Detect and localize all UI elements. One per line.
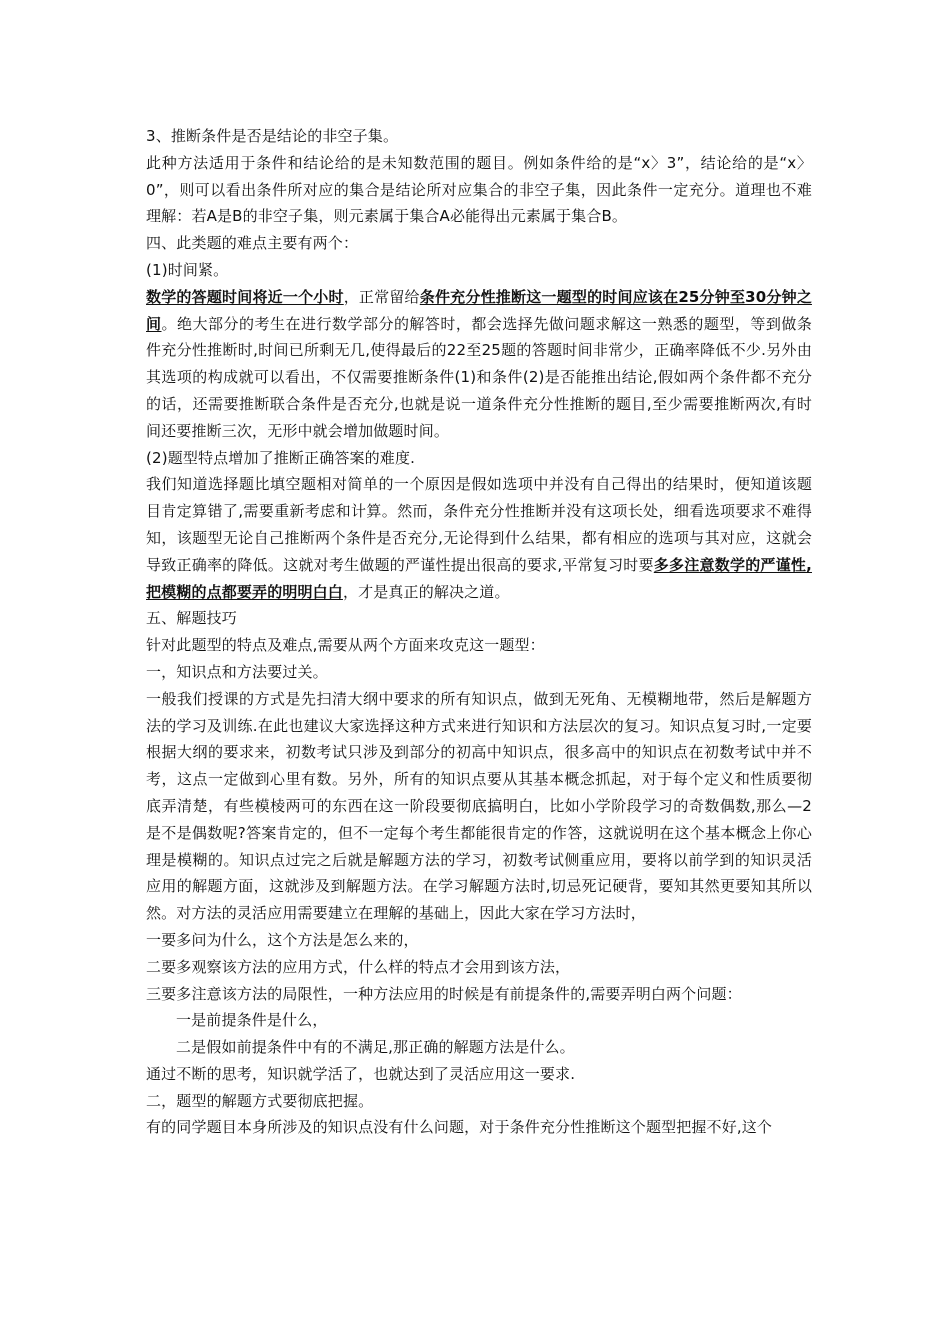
text-run: (2)题型特点增加了推断正确答案的难度. bbox=[146, 448, 416, 467]
paragraph bbox=[146, 1088, 812, 1115]
paragraph bbox=[146, 123, 812, 150]
paragraph bbox=[146, 284, 812, 445]
text-run: 二要多观察该方法的应用方式，什么样的特点才会用到该方法， bbox=[146, 957, 571, 976]
text-run: 一般我们授课的方式是先扫清大纲中要求的所有知识点，做到无死角、无模糊地带，然后是解题方法的学习及训练.在此也建议大家选择这种方式来进行知识和方法层次的复习。知识点复习时,一定要根据大纲的要求来，初数考试只涉及到部分的初高中知识点，很多高中的知识点在初数考试中并不考，这点一定做到心里有数。另外，所有的知识点要从其基本概念抓起，对于每个定义和性质要彻底弄清楚，有些模棱两可的东西在这一阶段要彻底搞明白，比如小学阶段学习的奇数偶数,那么—2是不是偶数呢?答案肯定的，但不一定每个考生都能很肯定的作答，这就说明在这个基本概念上你心理是模糊的。知识点过完之后就是解题方法的学习，初数考试侧重应用，要将以前学到的知识灵活应用的解题方面，这就涉及到解题方法。在学习解题方法时,切忌死记硬背，要知其然更要知其所以然。对方法的灵活应用需要建立在理解的基础上，因此大家在学习方法时， bbox=[146, 689, 812, 923]
emphasized-text: 多多注意数学的严谨性,把模糊的点都要弄的明明白白 bbox=[146, 555, 812, 601]
document-body bbox=[146, 123, 812, 1141]
paragraph bbox=[146, 257, 812, 284]
text-run: 三要多注意该方法的局限性，一种方法应用的时候是有前提条件的,需要弄明白两个问题： bbox=[146, 984, 742, 1003]
text-run: 四、此类题的难点主要有两个： bbox=[146, 234, 359, 253]
text-run: 五、解题技巧 bbox=[146, 609, 237, 628]
text-run: 我们知道选择题比填空题相对简单的一个原因是假如选项中并没有自己得出的结果时，便知道该题目肯定算错了,需要重新考虑和计算。然而，条件充分性推断并没有这项长处，细看选项要求不难得知，该题型无论自己推断两个条件是否充分,无论得到什么结果，都有相应的选项与其对应，这就会导致正确率的降低。这就对考生做题的严谨性提出很高的要求,平常复习时要 bbox=[146, 475, 812, 574]
text-run: 一是前提条件是什么， bbox=[176, 1011, 328, 1030]
emphasized-text: 数学的答题时间将近一个小时 bbox=[146, 287, 344, 306]
text-run: 通过不断的思考，知识就学活了，也就达到了灵活应用这一要求. bbox=[146, 1064, 576, 1083]
paragraph bbox=[146, 686, 812, 927]
text-run: (1)时间紧。 bbox=[146, 260, 229, 279]
text-run: 一，知识点和方法要过关。 bbox=[146, 662, 328, 681]
text-run: 二是假如前提条件中有的不满足,那正确的解题方法是什么。 bbox=[176, 1038, 575, 1057]
paragraph bbox=[146, 1114, 812, 1141]
text-run: 有的同学题目本身所涉及的知识点没有什么问题，对于条件充分性推断这个题型把握不好,这个 bbox=[146, 1118, 773, 1137]
paragraph bbox=[146, 632, 812, 659]
paragraph bbox=[146, 1061, 812, 1088]
paragraph bbox=[146, 954, 812, 981]
paragraph bbox=[146, 445, 812, 472]
text-run: 。绝大部分的考生在进行数学部分的解答时，都会选择先做问题求解这一熟悉的题型，等到做条件充分性推断时,时间已所剩无几,使得最后的22至25题的答题时间非常少，正确率降低不少.另外由其选项的构成就可以看出，不仅需要推断条件(1)和条件(2)是否能推出结论,假如两个条件都不充分的话，还需要推断联合条件是否充分,也就是说一道条件充分性推断的题目,至少需要推断两次,有时间还要推断三次，无形中就会增加做题时间。 bbox=[146, 314, 812, 440]
text-run: ，才是真正的解决之道。 bbox=[342, 582, 510, 601]
paragraph bbox=[146, 471, 812, 605]
text-run: 一要多问为什么，这个方法是怎么来的， bbox=[146, 930, 419, 949]
text-run: 3、推断条件是否是结论的非空子集。 bbox=[146, 127, 399, 145]
paragraph bbox=[146, 981, 812, 1008]
emphasized-text: 条件充分性推断这一题型的时间应该在25分钟至30分钟之间 bbox=[146, 287, 812, 333]
paragraph bbox=[146, 927, 812, 954]
paragraph bbox=[146, 150, 812, 230]
text-run: 二，题型的解题方式要彻底把握。 bbox=[146, 1091, 374, 1110]
paragraph bbox=[146, 659, 812, 686]
paragraph bbox=[146, 1034, 812, 1061]
text-run: 此种方法适用于条件和结论给的是未知数范围的题目。例如条件给的是“x〉3”，结论给的是“x〉0”，则可以看出条件所对应的集合是结论所对应集合的非空子集，因此条件一定充分。道理也不难理解：若A是B的非空子集，则元素属于集合A必能得出元素属于集合B。 bbox=[146, 153, 812, 226]
paragraph bbox=[146, 230, 812, 257]
paragraph bbox=[146, 605, 812, 632]
text-run: ，正常留给 bbox=[343, 287, 420, 306]
paragraph bbox=[146, 1007, 812, 1034]
text-run: 针对此题型的特点及难点,需要从两个方面来攻克这一题型： bbox=[146, 636, 545, 655]
